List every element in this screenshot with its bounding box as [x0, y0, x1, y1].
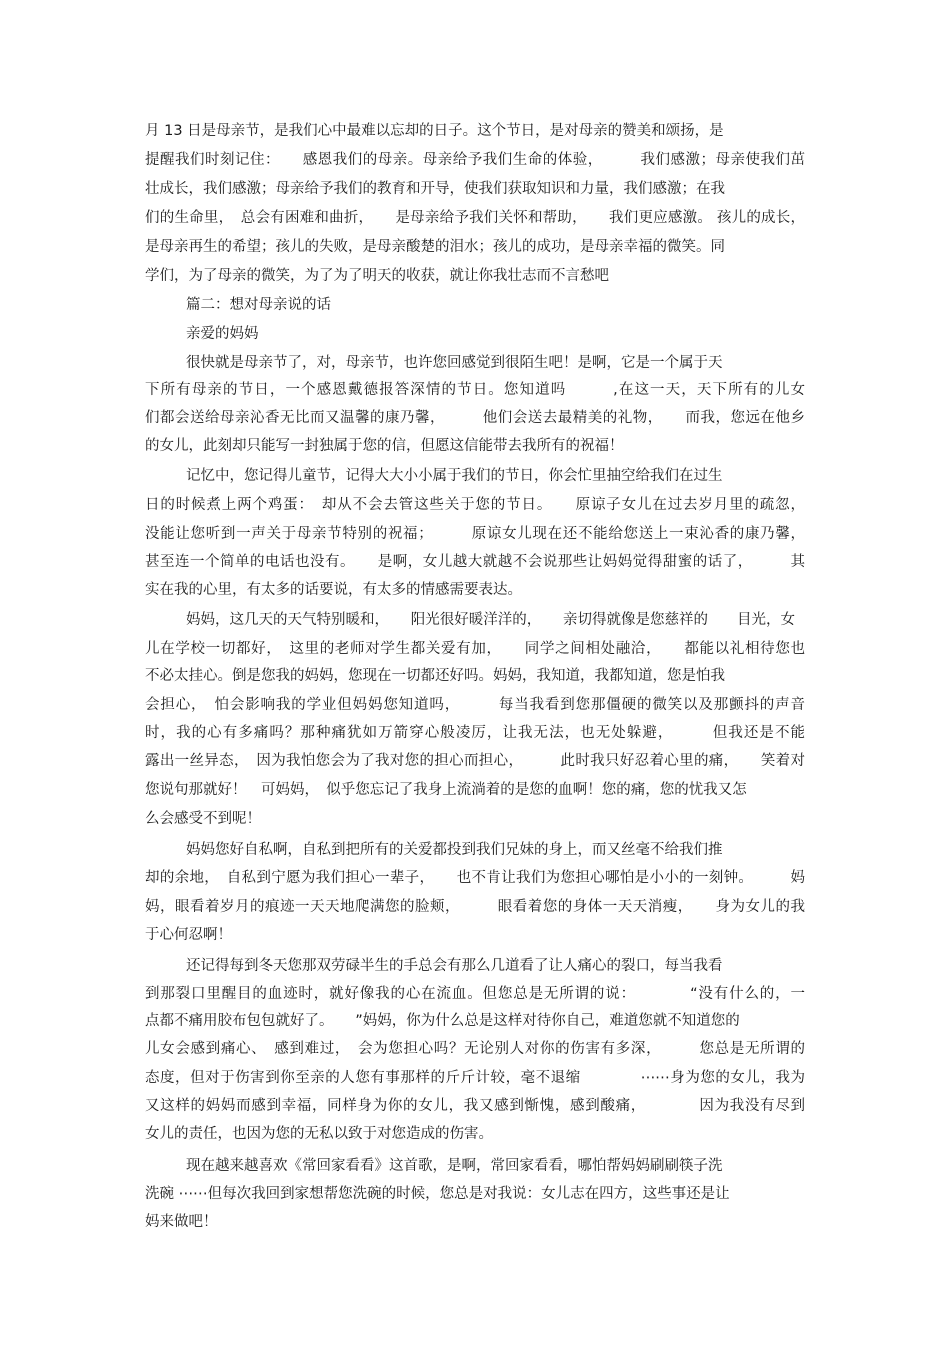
text-line: 妈妈，这几天的天气特别暖和， 阳光很好暖洋洋的， 亲切得就像是您慈祥的 目光，女: [186, 612, 795, 628]
text-line: 的女儿，此刻却只能写一封独属于您的信，但愿这信能带去我所有的祝福！: [145, 438, 624, 454]
text-line: 妈妈您好自私啊，自私到把所有的关爱都投到我们兄妹的身上，而又丝毫不给我们推: [186, 842, 723, 858]
text-line: 态度，但对于伤害到你至亲的人您有事那样的斤斤计较，毫不退缩 ⋯⋯身为您的女儿，我为: [145, 1070, 805, 1086]
text-line: 妈，眼看着岁月的痕迹一天天地爬满您的脸颊， 眼看着您的身体一天天消瘦， 身为女儿的我: [145, 899, 805, 915]
text-line: 洗碗 ⋯⋯但每次我回到家想帮您洗碗的时候，您总是对我说：女儿志在四方，这些事还是让: [145, 1186, 730, 1202]
text-line: 是母亲再生的希望；孩儿的失败，是母亲酸楚的泪水；孩儿的成功，是母亲幸福的微笑。同: [145, 239, 725, 255]
text-line: 儿女会感到痛心、 感到难过， 会为您担心吗？无论别人对你的伤害有多深， 您总是无所谓的: [145, 1041, 805, 1057]
text-line: 又这样的妈妈而感到幸福，同样身为你的女儿，我又感到惭愧，感到酸痛， 因为我没有尽到: [145, 1098, 805, 1114]
text-line: 实在我的心里，有太多的话要说，有太多的情感需要表达。: [145, 582, 522, 598]
text-line: 儿在学校一切都好， 这里的老师对学生都关爱有加， 同学之间相处融洽， 都能以礼相待您也: [145, 641, 805, 657]
text-line: 现在越来越喜欢《常回家看看》这首歌，是啊，常回家看看，哪怕帮妈妈刷刷筷子洗: [186, 1158, 723, 1174]
text-line: 女儿的责任，也因为您的无私以致于对您造成的伤害。: [145, 1126, 493, 1142]
text-line: 妈来做吧！: [145, 1214, 218, 1230]
text-line: 于心何忍啊！: [145, 927, 232, 943]
text-line: 还记得每到冬天您那双劳碌半生的手总会有那么几道看了让人痛心的裂口，每当我看: [186, 958, 723, 974]
text-line: 们的生命里， 总会有困难和曲折， 是母亲给予我们关怀和帮助， 我们更应感激。 孩儿的成长，: [145, 210, 805, 226]
section-heading: 篇二：想对母亲说的话: [186, 297, 331, 313]
text-line: 时，我的心有多痛吗？那种痛犹如万箭穿心般凌厉，让我无法，也无处躲避， 但我还是不能: [145, 725, 805, 741]
text-line: 不必太挂心。倒是您我的妈妈，您现在一切都还好吗。妈妈，我知道，我都知道，您是怕我: [145, 668, 725, 684]
text-line: 记忆中，您记得儿童节，记得大大小小属于我们的节日，你会忙里抽空给我们在过生: [186, 468, 723, 484]
text-line: 提醒我们时刻记住： 感恩我们的母亲。母亲给予我们生命的体验， 我们感激；母亲使我们茁: [145, 152, 805, 168]
text-line: 很快就是母亲节了，对，母亲节，也许您回感觉到很陌生吧！是啊，它是一个属于天: [186, 355, 723, 371]
text-line: 却的余地， 自私到宁愿为我们担心一辈子， 也不肯让我们为您担心哪怕是小小的一刻钟。 妈: [145, 870, 805, 886]
text-line: 露出一丝异态， 因为我怕您会为了我对您的担心而担心， 此时我只好忍着心里的痛， 笑着对: [145, 753, 805, 769]
text-line: 学们，为了母亲的微笑，为了为了明天的收获，就让你我壮志而不言愁吧: [145, 268, 609, 284]
text-line: 月 13 日是母亲节，是我们心中最难以忘却的日子。这个节日，是对母亲的赞美和颂扬，是: [145, 123, 724, 139]
text-line: 会担心， 怕会影响我的学业但妈妈您知道吗， 每当我看到您那僵硬的微笑以及那颤抖的声音: [145, 697, 805, 713]
text-line: 甚至连一个简单的电话也没有。 是啊，女儿越大就越不会说那些让妈妈觉得甜蜜的话了， 其: [145, 554, 805, 570]
text-line: 您说句那就好！ 可妈妈， 似乎您忘记了我身上流淌着的是您的血啊！您的痛，您的忧我又怎: [145, 782, 747, 798]
text-line: 日的时候煮上两个鸡蛋： 却从不会去管这些关于您的节日。 原谅子女儿在过去岁月里的疏忽，: [145, 497, 805, 513]
text-line: 么会感受不到呢！: [145, 811, 261, 827]
salutation: 亲爱的妈妈: [186, 326, 259, 342]
text-line: 到那裂口里醒目的血迹时，就好像我的心在流血。但您总是无所谓的说： “没有什么的，一: [145, 986, 805, 1002]
text-line: 壮成长，我们感激；母亲给予我们的教育和开导，使我们获取知识和力量，我们感激；在我: [145, 181, 725, 197]
text-line: 没能让您听到一声关于母亲节特别的祝福； 原谅女儿现在还不能给您送上一束沁香的康乃馨，: [145, 526, 805, 542]
text-line: 下所有母亲的节日，一个感恩戴德报答深情的节日。您知道吗 ,在这一天，天下所有的儿女: [145, 382, 805, 398]
text-line: 点都不痛用胶布包包就好了。 ”妈妈，你为什么总是这样对待你自己，难道您就不知道您的: [145, 1013, 740, 1029]
text-line: 们都会送给母亲沁香无比而又温馨的康乃馨， 他们会送去最精美的礼物， 而我，您远在他乡: [145, 410, 805, 426]
